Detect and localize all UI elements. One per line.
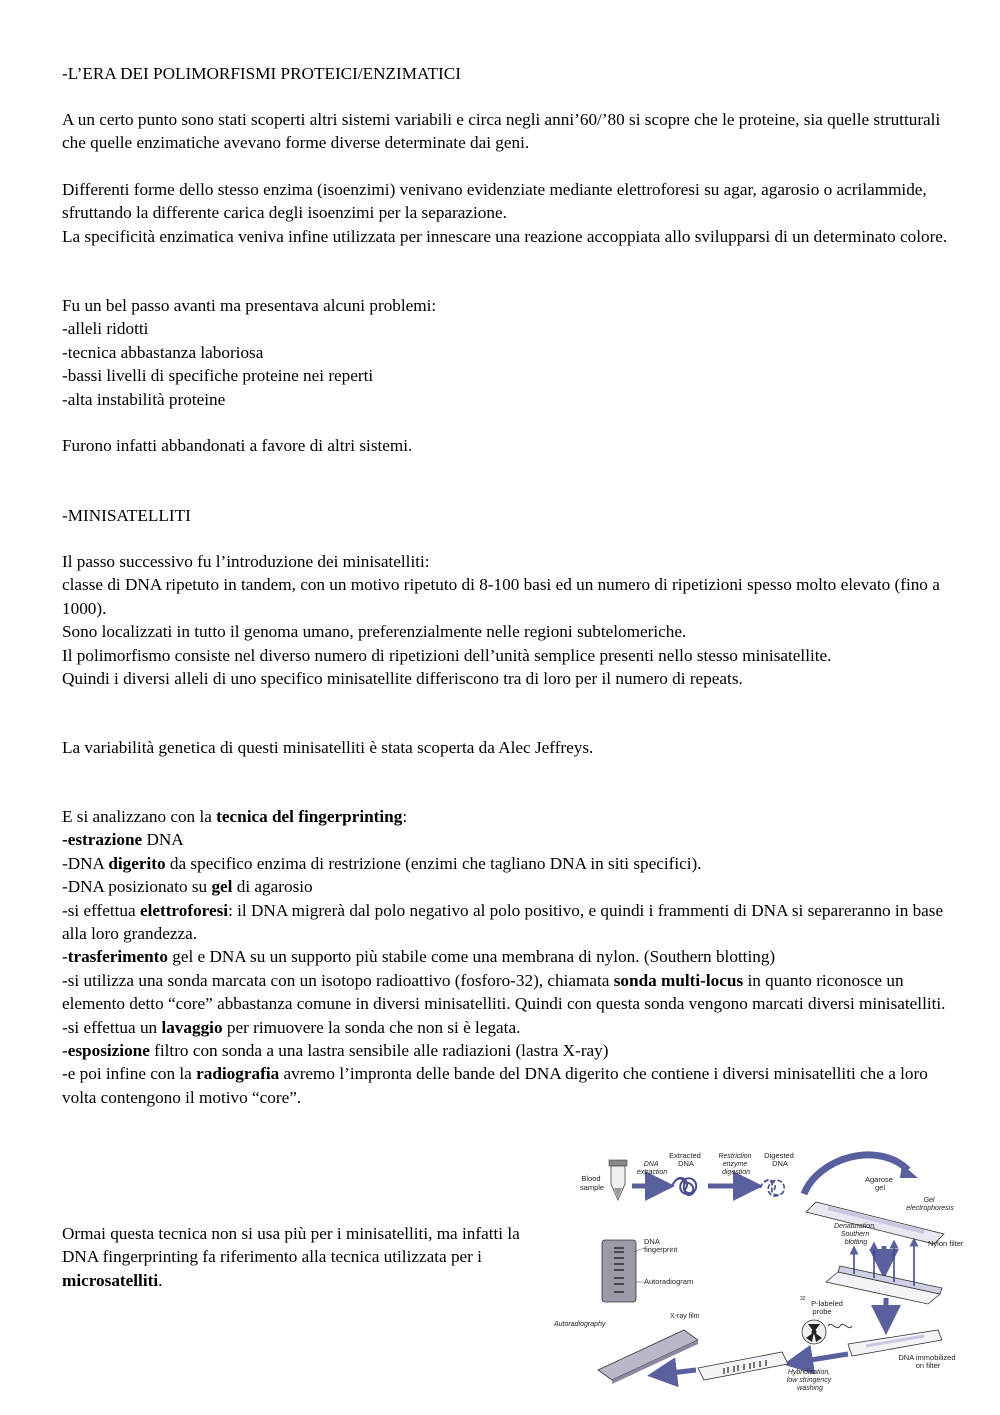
label-dna-extraction: DNA extraction [636,1161,668,1176]
label-agarose-gel: Agarose gel [864,1175,893,1192]
label-dna-fingerprint: DNA fingerprint [644,1237,678,1254]
radioactive-probe-icon [802,1320,852,1344]
step-item: -estrazione DNA [62,830,184,850]
label-dna-immobilized: DNA immobilized on filter [898,1353,956,1370]
paragraph: La specificità enzimatica veniva infine utilizzata per innescare una reazione accoppiata allo svilupparsi di un determinato colore. [62,226,948,246]
fingerprinting-diagram [548,1148,972,1398]
list-item: -alleli ridotti [62,319,149,339]
label-autoradiogram: Autoradiogram [644,1277,694,1286]
label-xray-film: X-ray film [670,1313,700,1320]
extracted-dna-icon [672,1178,696,1195]
label-denaturation: Denaturation, Southern blotting [834,1223,877,1246]
label-autoradiography: Autoradiography [554,1321,606,1328]
label-blood-sample: Blood sample [579,1174,605,1192]
paragraph: Differenti forme dello stesso enzima (isoenzimi) venivano evidenziate mediante elettroforesi su agar, agarosio o acrilammide, sfruttando la differente carica degli isoenzimi per la separazione. [62,180,927,223]
label-hybridization: Hybridization, low stringency washing [786,1369,832,1392]
paragraph: Furono infatti abbandonati a favore di altri sistemi. [62,436,413,455]
section-fingerprinting-steps [62,805,952,1109]
paragraph: classe di DNA ripetuto in tandem, con un motivo ripetuto di 8-100 basi ed un numero di ripetizioni spesso molto elevato (fino a 1000). [62,575,940,618]
paragraph: Fu un bel passo avanti ma presentava alcuni problemi: [62,296,437,315]
arrow-icon [662,1370,696,1374]
section-title: -L’ERA DEI POLIMORFISMI PROTEICI/ENZIMATICI [62,64,461,83]
blood-tube-icon [609,1160,627,1200]
step-item: -e poi infine con la radiografia avremo l’impronta delle bande del DNA digerito che contiene i diversi minisatelliti che a loro volta contengono il motivo “core”. [62,1064,928,1107]
xray-film-icon [598,1330,698,1384]
step-item: -DNA posizionato su gel di agarosio [62,877,313,897]
label-probe-isotope: 32 [800,1296,806,1302]
paragraph: E si analizzano con la tecnica del fingerprinting: [62,807,408,826]
arrow-icon [798,1354,848,1362]
closing-paragraph [62,1222,532,1292]
step-item: -DNA digerito da specifico enzima di restrizione (enzimi che tagliano DNA in siti specifici). [62,853,702,873]
label-gel-electrophoresis: Gel electrophoresis [906,1197,954,1212]
section-isoenzymes [62,62,952,85]
paragraph: La variabilità genetica di questi minisatelliti è stata scoperta da Alec Jeffreys. [62,738,594,757]
list-item: -bassi livelli di specifiche proteine nei reperti [62,366,374,386]
paragraph: Il passo successivo fu l’introduzione dei minisatelliti: [62,552,430,571]
label-probe: P-labeled probe [811,1299,843,1316]
step-item: -trasferimento gel e DNA su un supporto più stabile come una membrana di nylon. (Southern blotting) [62,947,776,967]
label-restriction: Restriction enzyme digestion [718,1153,752,1176]
autoradiogram-icon [602,1240,636,1302]
step-item: -si effettua elettroforesi: il DNA migrerà dal polo negativo al polo positivo, e quindi i frammenti di DNA si separeranno in base alla loro grandezza. [62,900,944,944]
step-item: -esposizione filtro con sonda a una lastra sensibile alle radiazioni (lastra X-ray) [62,1041,609,1061]
paragraph: Il polimorfismo consiste nel diverso numero di ripetizioni dell’unità semplice presenti nello stesso minisatellite. [62,645,832,665]
section-title: -MINISATELLITI [62,506,191,525]
label-extracted-dna: Extracted DNA [669,1151,701,1168]
label-digested-dna: Digested DNA [764,1151,794,1168]
barcode-film-icon [698,1352,788,1380]
section-minisatellites [62,504,952,527]
list-item: -alta instabilità proteine [62,389,226,409]
paragraph: Sono localizzati in tutto il genoma umano, preferenzialmente nelle regioni subtelomeriche. [62,622,687,642]
paragraph: A un certo punto sono stati scoperti altri sistemi variabili e circa negli anni’60/’80 si scopre che le proteine, sia quelle strutturali che quelle enzimatiche avevano forme diverse determinate dai geni. [62,110,941,153]
paragraph: Ormai questa tecnica non si usa più per i minisatelliti, ma infatti la DNA fingerprinting fa riferimento alla tecnica utilizzata per i microsatelliti. [62,1224,520,1290]
list-item: -tecnica abbastanza laboriosa [62,342,264,362]
label-nylon-filter: Nylon filter [928,1239,964,1248]
step-item: -si utilizza una sonda marcata con un isotopo radioattivo (fosforo-32), chiamata sonda multi-locus in quanto riconosce un elemento detto “core” abbastanza comune in diversi minisatelliti. Quindi con questa sonda vengono marcati diversi minisatelliti. [62,970,946,1014]
step-item: -si effettua un lavaggio per rimuovere la sonda che non si è legata. [62,1017,521,1037]
digested-dna-icon [760,1180,784,1196]
paragraph: Quindi i diversi alleli di uno specifico minisatellite differiscono tra di loro per il numero di repeats. [62,669,743,689]
